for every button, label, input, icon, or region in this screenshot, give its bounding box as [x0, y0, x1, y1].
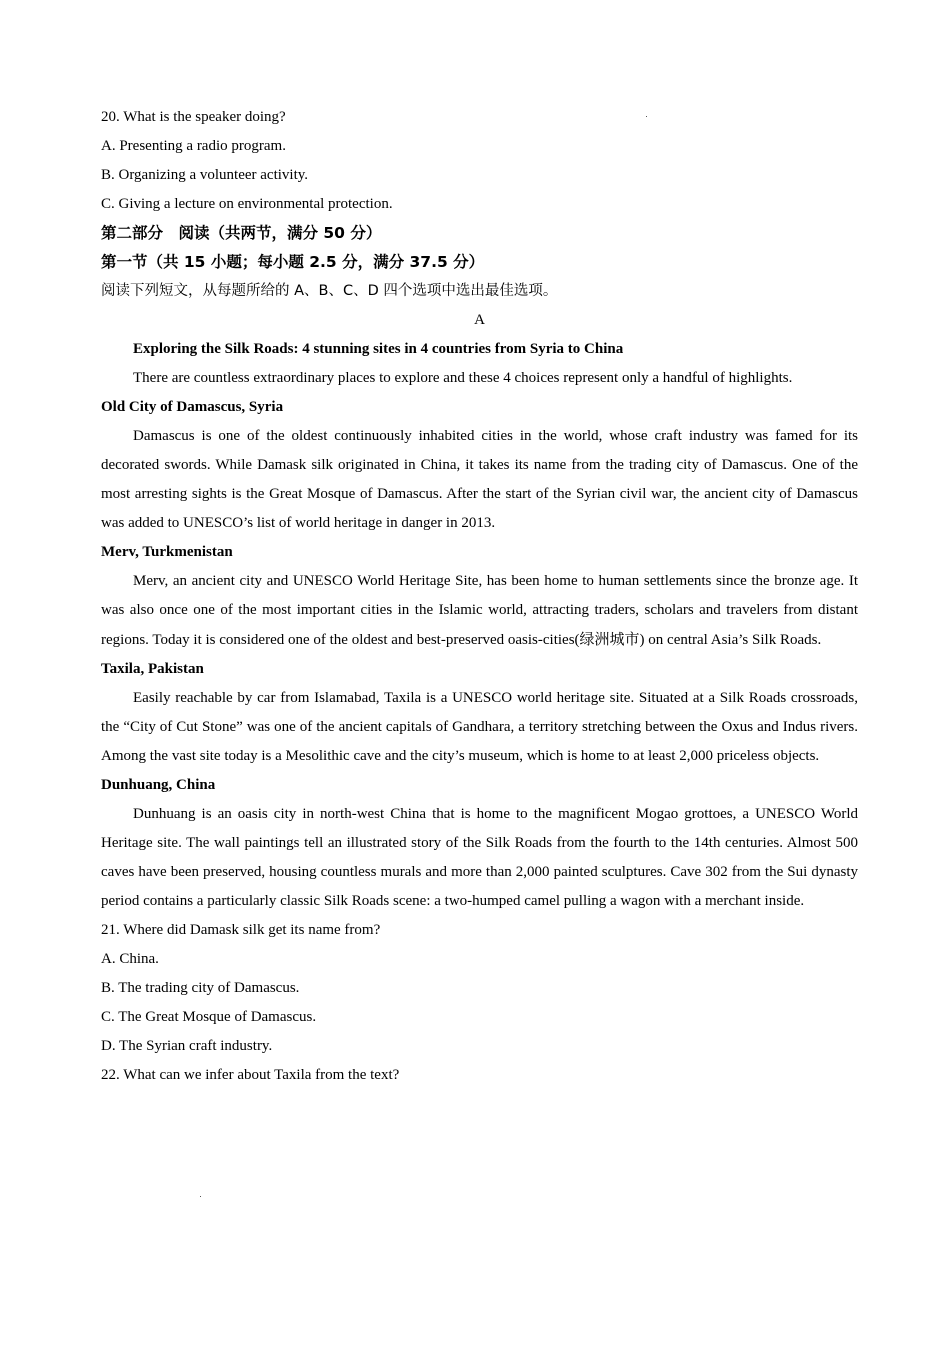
- passage-title: Exploring the Silk Roads: 4 stunning sites in 4 countries from Syria to China: [133, 341, 624, 357]
- exam-page: [101, 103, 858, 1090]
- site-text-damascus: Damascus is one of the oldest continuously inhabited cities in the world, whose craft industry was famed for its decorated swords. While Damask silk originated in China, it takes its name from the trading city of Damascus. One of the most arresting sights is the Great Mosque of Damascus. After the start of the Syrian civil war, the ancient city of Damascus was added to UNESCO’s list of world heritage in danger in 2013.: [101, 428, 858, 532]
- q21-option-b: B. The trading city of Damascus.: [101, 980, 300, 997]
- section1-heading: 第一节（共 15 小题；每小题 2.5 分，满分 37.5 分）: [101, 253, 485, 271]
- site-text-dunhuang: Dunhuang is an oasis city in north-west China that is home to the magnificent Mogao grottoes, a UNESCO World Heritage site. The wall paintings tell an illustrated story of the Silk Roads from the fourth to the 14th centuries. Almost 500 caves have been preserved, housing countless murals and more than 2,000 painted sculptures. Cave 302 from the Sui dynasty period contains a particularly classic Silk Roads scene: a two-humped camel pulling a wagon with a merchant inside.: [101, 805, 858, 910]
- q21-option-d: D. The Syrian craft industry.: [101, 1038, 273, 1055]
- site-text-taxila: Easily reachable by car from Islamabad, Taxila is a UNESCO world heritage site. Situated at a Silk Roads crossroads, the “City of Cut Stone” was one of the ancient capitals of Gandhara, a territory stretching between the Oxus and Indus rivers. Among the vast site today is a Mesolithic cave and the city’s museum, which is home to at least 2,000 priceless objects.: [101, 689, 858, 764]
- q20-option-b: B. Organizing a volunteer activity.: [101, 167, 309, 183]
- q21-question: 21. Where did Damask silk get its name from?: [101, 922, 381, 939]
- site-text-merv: Merv, an ancient city and UNESCO World Heritage Site, has been home to human settlements since the bronze age. It was also once one of the most important cities in the Islamic world, attracting traders, scholars and travelers from distant regions. Today it is considered one of the oldest and best-preserved oasis-cities(绿洲城市) on central Asia’s Silk Roads.: [101, 573, 858, 648]
- site-heading-taxila: Taxila, Pakistan: [101, 660, 204, 677]
- site-heading-merv: Merv, Turkmenistan: [101, 544, 233, 561]
- passage-label: A: [474, 312, 485, 328]
- q20-question: 20. What is the speaker doing?: [101, 109, 286, 125]
- site-heading-dunhuang: Dunhuang, China: [101, 776, 216, 793]
- reading-instruction: 阅读下列短文，从每题所给的 A、B、C、D 四个选项中选出最佳选项。: [101, 283, 558, 299]
- q20-option-c: C. Giving a lecture on environmental protection.: [101, 196, 393, 212]
- q22-question: 22. What can we infer about Taxila from the text?: [101, 1067, 400, 1084]
- site-heading-damascus: Old City of Damascus, Syria: [101, 399, 284, 415]
- q21-option-a: A. China.: [101, 951, 159, 968]
- passage-intro: There are countless extraordinary places to explore and these 4 choices represent only a handful of highlights.: [133, 370, 793, 386]
- stray-dot-bottom: [200, 1196, 201, 1197]
- part2-heading: 第二部分 阅读（共两节，满分 50 分）: [101, 224, 382, 242]
- q21-option-c: C. The Great Mosque of Damascus.: [101, 1009, 317, 1026]
- q20-option-a: A. Presenting a radio program.: [101, 138, 286, 154]
